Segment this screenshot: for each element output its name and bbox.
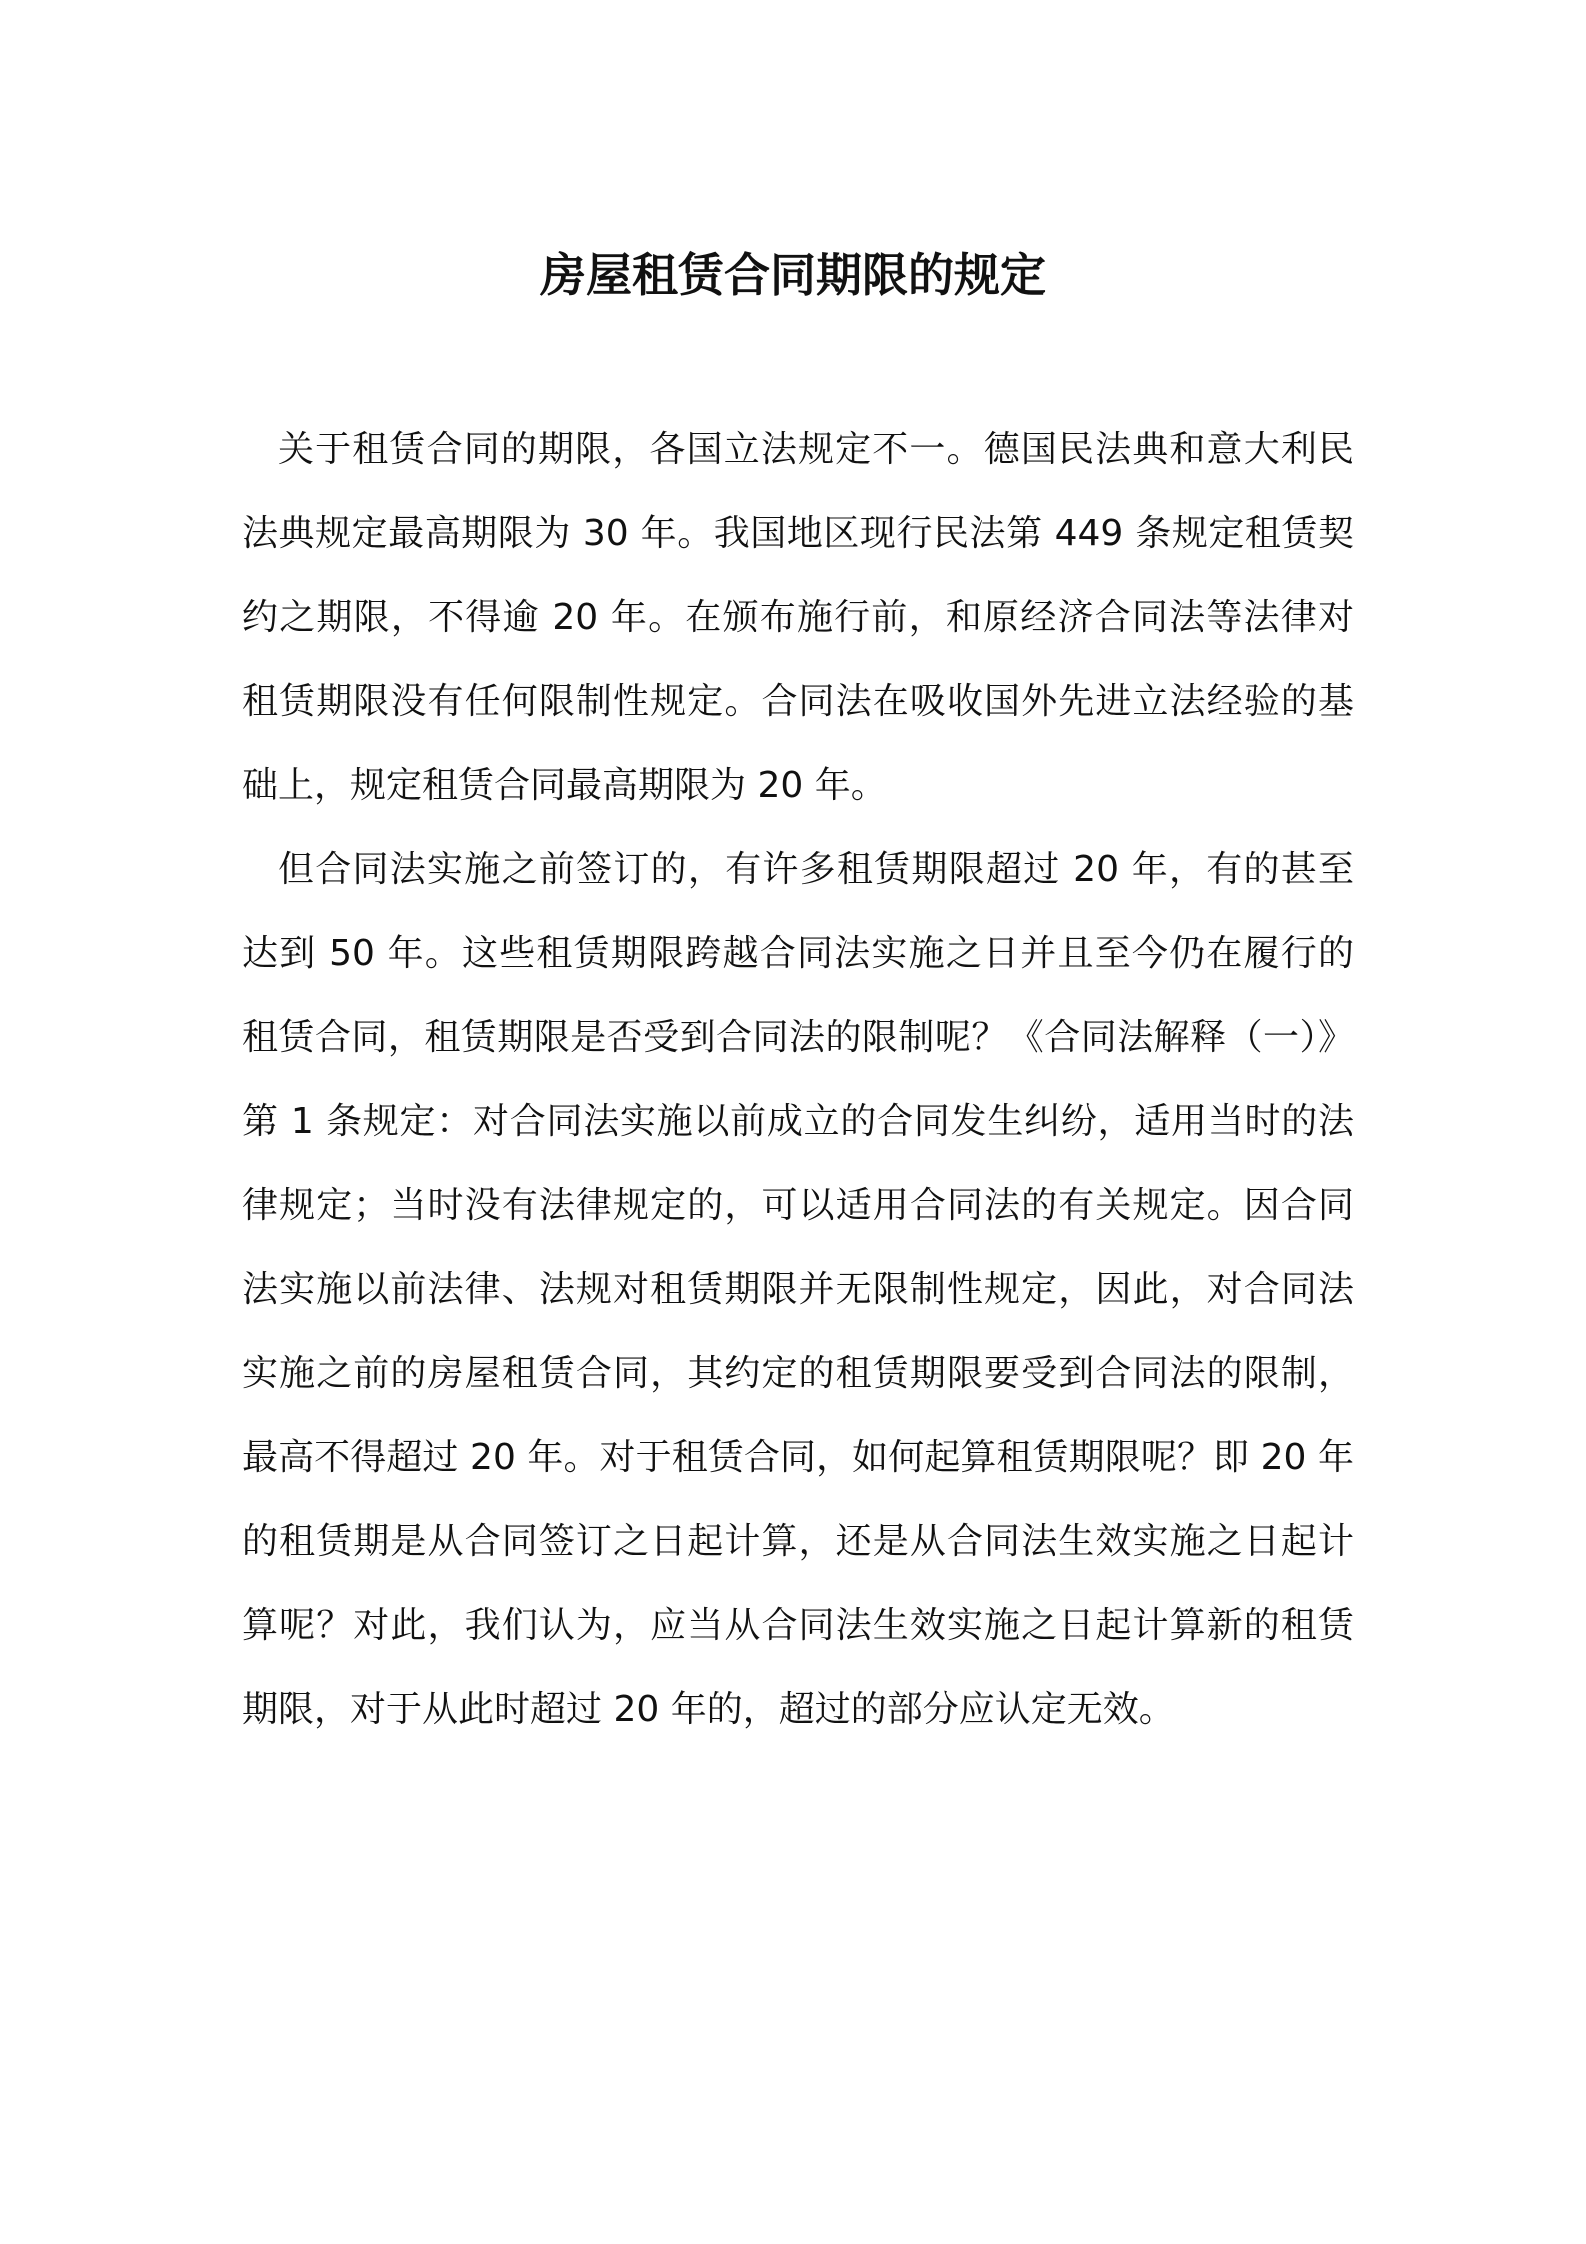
paragraph-1: 关于租赁合同的期限，各国立法规定不一。德国民法典和意大利民法典规定最高期限为 30 年。我国地区现行民法第 449 条规定租赁契约之期限，不得逾 20 年。在颁布施行前，和原经济合同法等法律对租赁期限没有任何限制性规定。合同法在吸收国外先进立法经验的基础上，规定租赁合同最高期限为 20 年。 <box>242 429 1354 806</box>
paragraph-2: 但合同法实施之前签订的，有许多租赁期限超过 20 年，有的甚至达到 50 年。这些租赁期限跨越合同法实施之日并且至今仍在履行的租赁合同，租赁期限是否受到合同法的限制呢？《合同法解释（一）》第 1 条规定：对合同法实施以前成立的合同发生纠纷，适用当时的法律规定；当时没有法律规定的，可以适用合同法的有关规定。因合同法实施以前法律、法规对租赁期限并无限制性规定，因此，对合同法实施之前的房屋租赁合同，其约定的租赁期限要受到合同法的限制，最高不得超过 20 年。对于租赁合同，如何起算租赁期限呢？即 20 年的租赁期是从合同签订之日起计算，还是从合同法生效实施之日起计算呢？对此，我们认为，应当从合同法生效实施之日起计算新的租赁期限，对于从此时超过 20 年的，超过的部分应认定无效。 <box>242 849 1354 1730</box>
document-title: 房屋租赁合同期限的规定 <box>540 247 1046 302</box>
document-body <box>242 408 1354 1752</box>
